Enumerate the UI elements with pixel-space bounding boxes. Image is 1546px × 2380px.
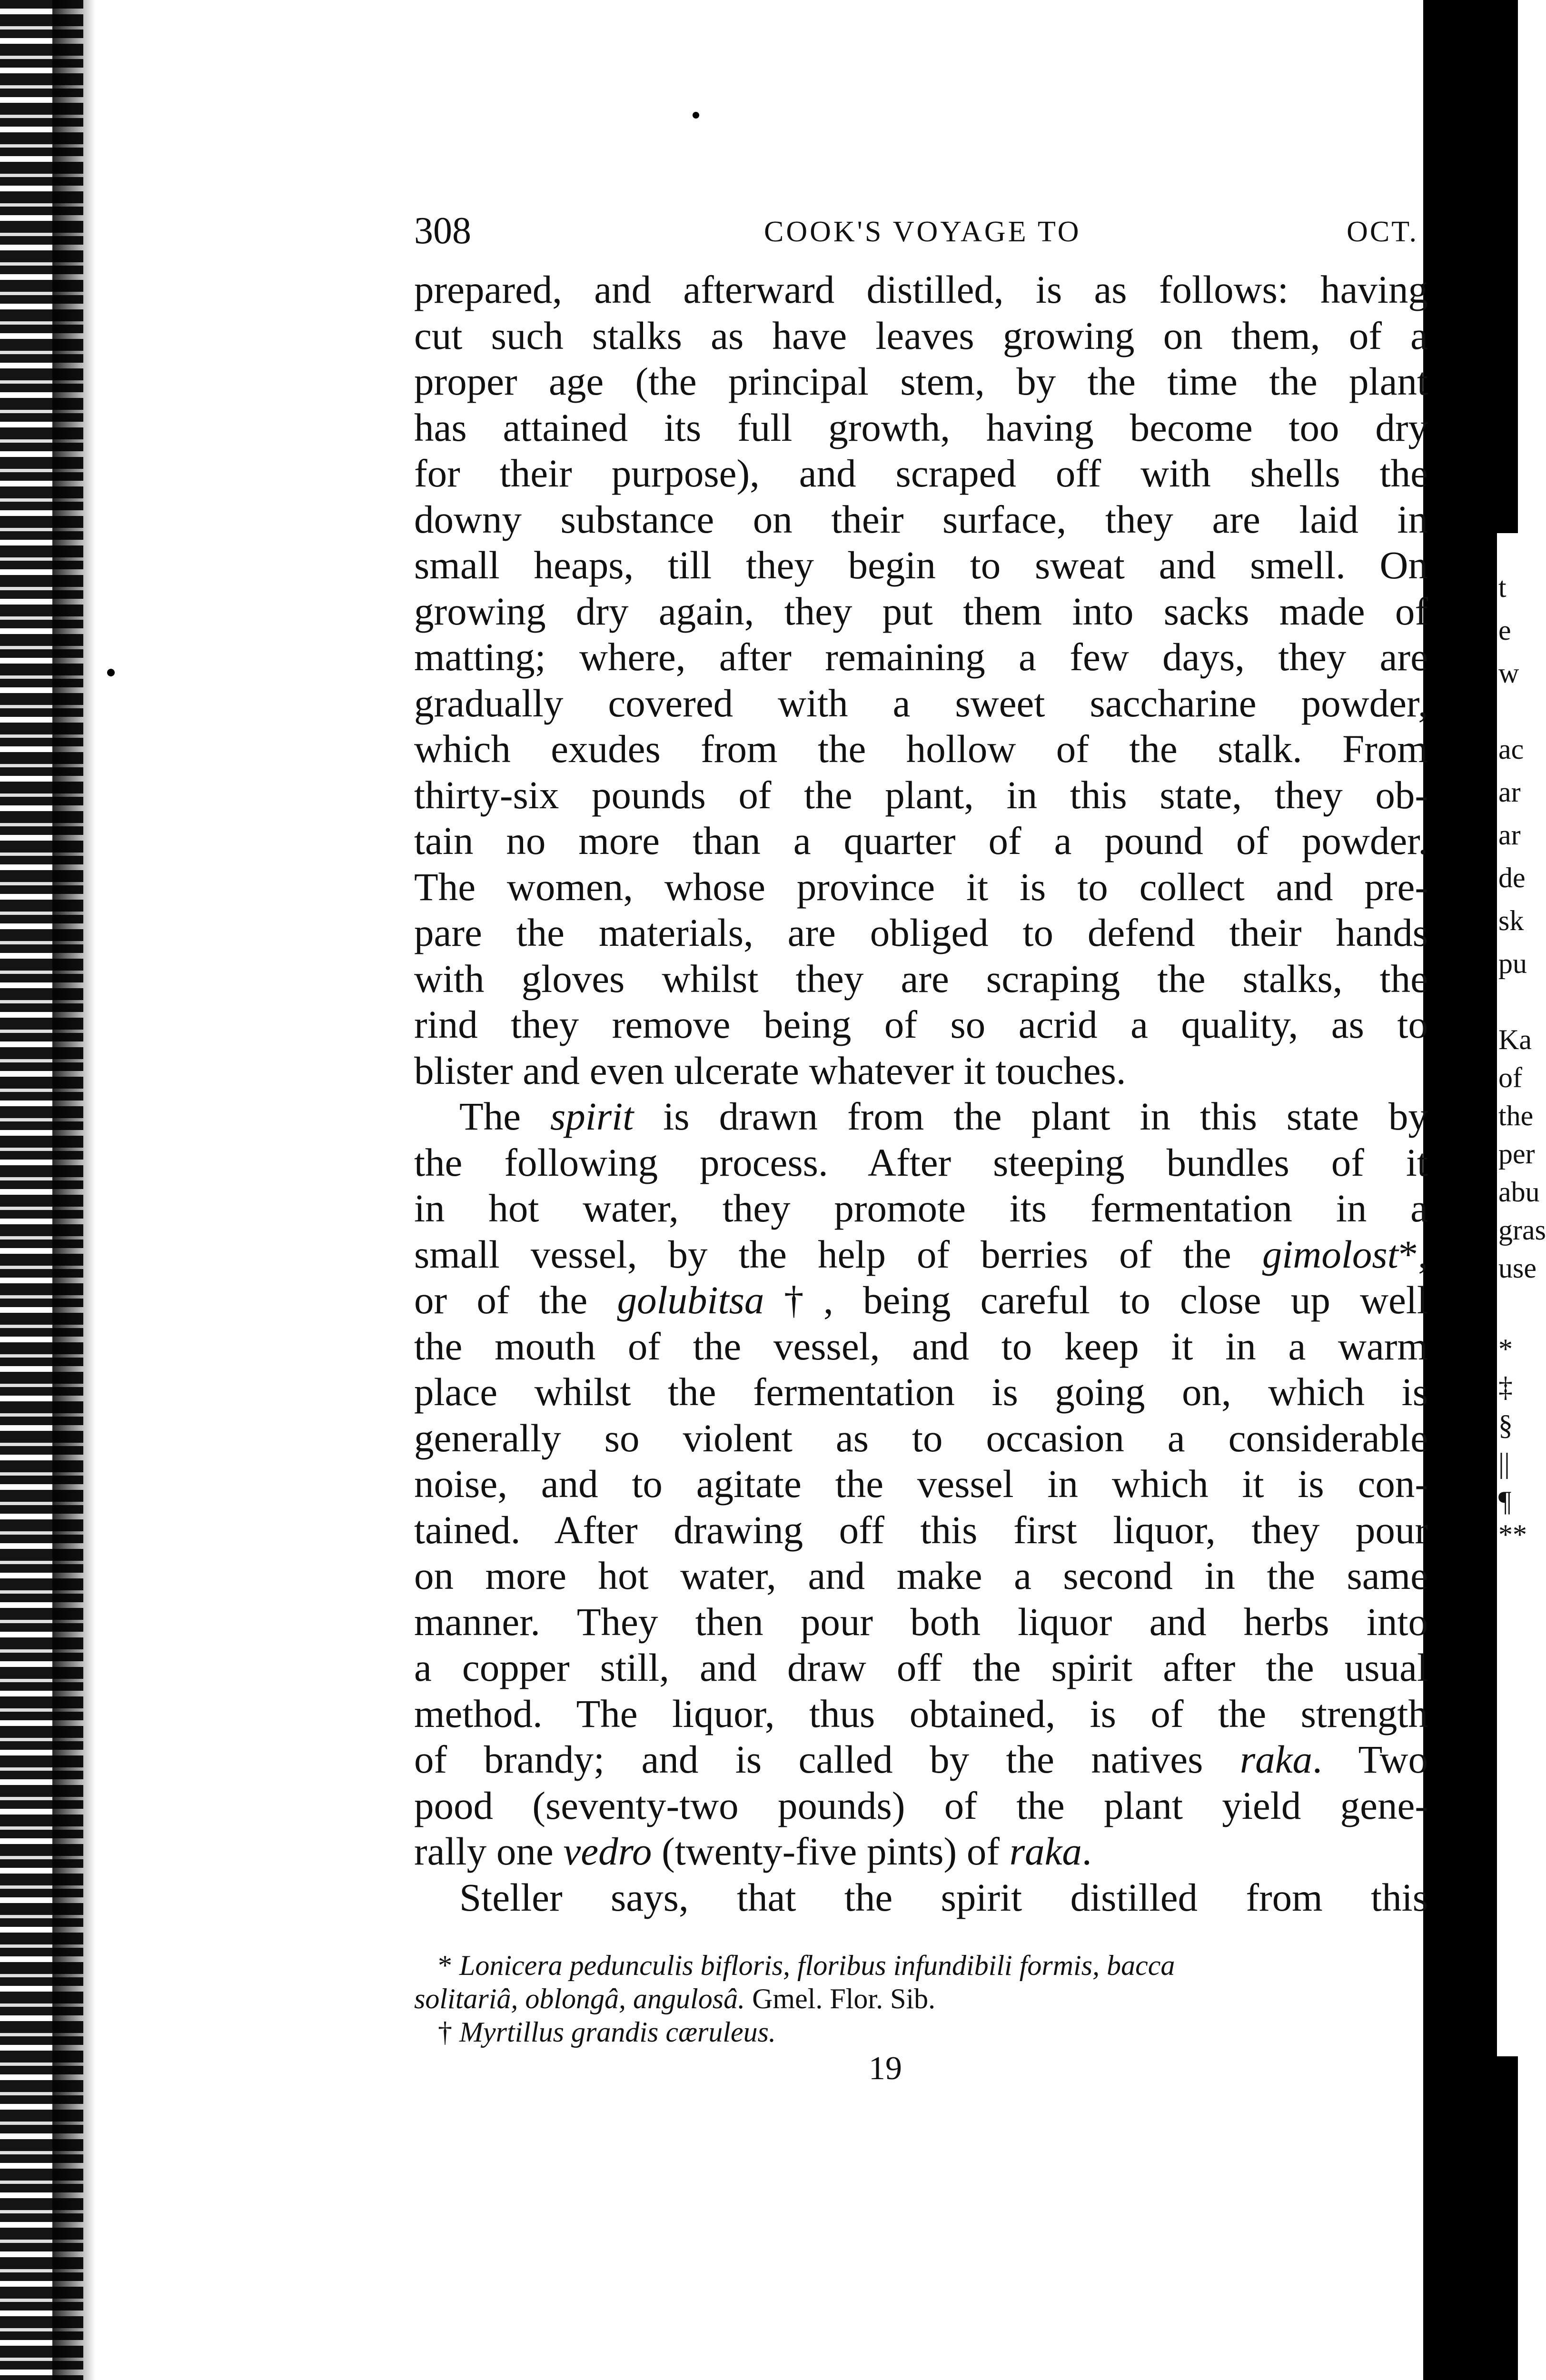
text-run: or of the [414,1278,617,1322]
text-line: method. The liquor, thus obtained, is of the strength [414,1691,1428,1735]
scan-speck [693,112,699,119]
italic-term: vedro [563,1829,652,1873]
next-page-fragment: e [1498,615,1511,646]
scan-speck [107,669,115,676]
next-page-fragment: of [1498,1062,1522,1093]
text-line: the following process. After steeping bundles of it [414,1140,1428,1184]
text-line: for their purpose), and scraped off with shells the [414,451,1428,495]
paragraph-2 [414,1093,1428,1874]
italic-term: spirit [550,1094,634,1138]
next-page-fragment: § [1498,1409,1513,1441]
paragraph-3 [414,1874,1428,1921]
text-line: in hot water, they promote its fermentation in a [414,1186,1428,1230]
footnote-text: solitariâ, oblongâ, angulosâ. [414,1983,745,2014]
text-run: (twenty-five pints) of [652,1829,1010,1873]
text-line [414,1231,1428,1278]
text-line [414,1277,1428,1323]
text-line: the mouth of the vessel, and to keep it in a warm [414,1324,1428,1368]
scan-right-edge [1423,0,1546,2380]
text-line: on more hot water, and make a second in the same [414,1554,1428,1597]
next-page-fragment: w [1498,657,1519,689]
running-header [414,209,1428,262]
body-text [414,267,1428,1920]
text-line: proper age (the principal stem, by the time the plant [414,359,1428,403]
running-title: COOK'S VOYAGE TO [764,216,1081,248]
text-run: is drawn from the plant in this state by [634,1094,1428,1138]
text-run: The [459,1094,550,1138]
next-page-fragment: gras [1498,1214,1546,1246]
italic-term: raka [1009,1829,1082,1873]
text-run: . Two [1312,1737,1428,1781]
footnote-citation: Gmel. Flor. Sib. [745,1983,936,2014]
next-page-fragment: sk [1498,905,1524,936]
text-line: tain no more than a quarter of a pound of powder. [414,819,1428,863]
text-run: small vessel, by the help of berries of the [414,1232,1262,1276]
text-run: *, [1398,1232,1428,1276]
text-run: . [1081,1829,1092,1873]
text-line: place whilst the fermentation is going on, which is [414,1370,1428,1414]
scan-left-edge-shadow [52,0,95,2380]
text-line: with gloves whilst they are scraping the stalks, the [414,956,1428,1001]
footnote-1-continued [414,1982,1428,2015]
italic-term: gimolost [1262,1232,1398,1276]
text-line [414,1736,1428,1783]
text-line [414,1828,1428,1874]
text-line [414,1093,1428,1140]
next-page-fragment: the [1498,1100,1534,1131]
next-page-fragment: de [1498,862,1526,893]
next-page-fragment: ar [1498,819,1521,851]
text-line: cut such stalks as have leaves growing on them, of a [414,313,1428,357]
italic-term: raka [1239,1737,1312,1781]
text-line: downy substance on their surface, they are laid in [414,497,1428,541]
text-line: rind they remove being of so acrid a quality, as to [414,1002,1428,1046]
footnote-1 [414,1949,1428,1982]
footnote-2 [414,2015,1428,2049]
footnote-mark: † [438,2016,459,2048]
text-line: pood (seventy-two pounds) of the plant yield gene- [414,1783,1428,1827]
next-page-fragment: ac [1498,734,1524,765]
next-page-fragment: abu [1498,1176,1540,1208]
next-page-fragment: ¶ [1498,1486,1512,1517]
next-page-fragment: pu [1498,948,1527,979]
next-page-fragment: per [1498,1138,1535,1170]
paragraph-1 [414,267,1428,1093]
text-line: thirty-six pounds of the plant, in this state, they ob- [414,773,1428,817]
running-month: OCT. [1347,216,1418,248]
text-line: prepared, and afterward distilled, is as follows: having [414,268,1428,311]
footnote-text: Myrtillus grandis cæruleus. [459,2016,776,2048]
text-line: growing dry again, they put them into sacks made of [414,589,1428,633]
text-line: blister and even ulcerate whatever it touches. [414,1048,1126,1092]
next-page-fragment: ** [1498,1519,1527,1550]
text-line: generally so violent as to occasion a considerable [414,1416,1428,1460]
next-page-fragment: ar [1498,776,1521,808]
footnotes [414,1949,1428,2049]
next-page-fragment: || [1498,1448,1510,1479]
signature-mark: 19 [869,2050,902,2087]
text-line: manner. They then pour both liquor and herbs into [414,1599,1428,1644]
next-page-fragment: * [1498,1333,1513,1365]
text-line: noise, and to agitate the vessel in which it is con- [414,1462,1428,1506]
text-line: which exudes from the hollow of the stalk. From [414,727,1428,771]
text-line: a copper still, and draw off the spirit after the usual [414,1646,1428,1689]
text-line: matting; where, after remaining a few days, they are [414,635,1428,679]
book-page [414,209,1428,2088]
text-line: gradually covered with a sweet saccharine powder, [414,681,1428,725]
text-line: pare the materials, are obliged to defend their hands [414,911,1428,954]
text-run: rally one [414,1829,564,1873]
text-run: †, being careful to close up well [764,1278,1428,1322]
italic-term: golubitsa [617,1278,764,1322]
page-number: 308 [414,210,471,252]
text-line: The women, whose province it is to collect and pre- [414,864,1428,909]
footnote-mark: * [438,1950,459,1981]
text-run: of brandy; and is called by the natives [414,1737,1240,1781]
text-line: small heaps, till they begin to sweat and smell. On [414,543,1428,587]
next-page-fragment: use [1498,1252,1536,1284]
text-line: tained. After drawing off this first liquor, they pour [414,1507,1428,1552]
text-line: Steller says, that the spirit distilled from this [459,1875,1428,1919]
next-page-fragment: ‡ [1498,1371,1513,1403]
footnote-text: Lonicera pedunculis bifloris, floribus infundibili formis, bacca [459,1950,1175,1981]
next-page-fragment: t [1498,572,1506,603]
next-page-strip [1497,533,1546,2056]
next-page-fragment: Ka [1498,1024,1532,1055]
text-line: has attained its full growth, having become too dry [414,405,1428,449]
